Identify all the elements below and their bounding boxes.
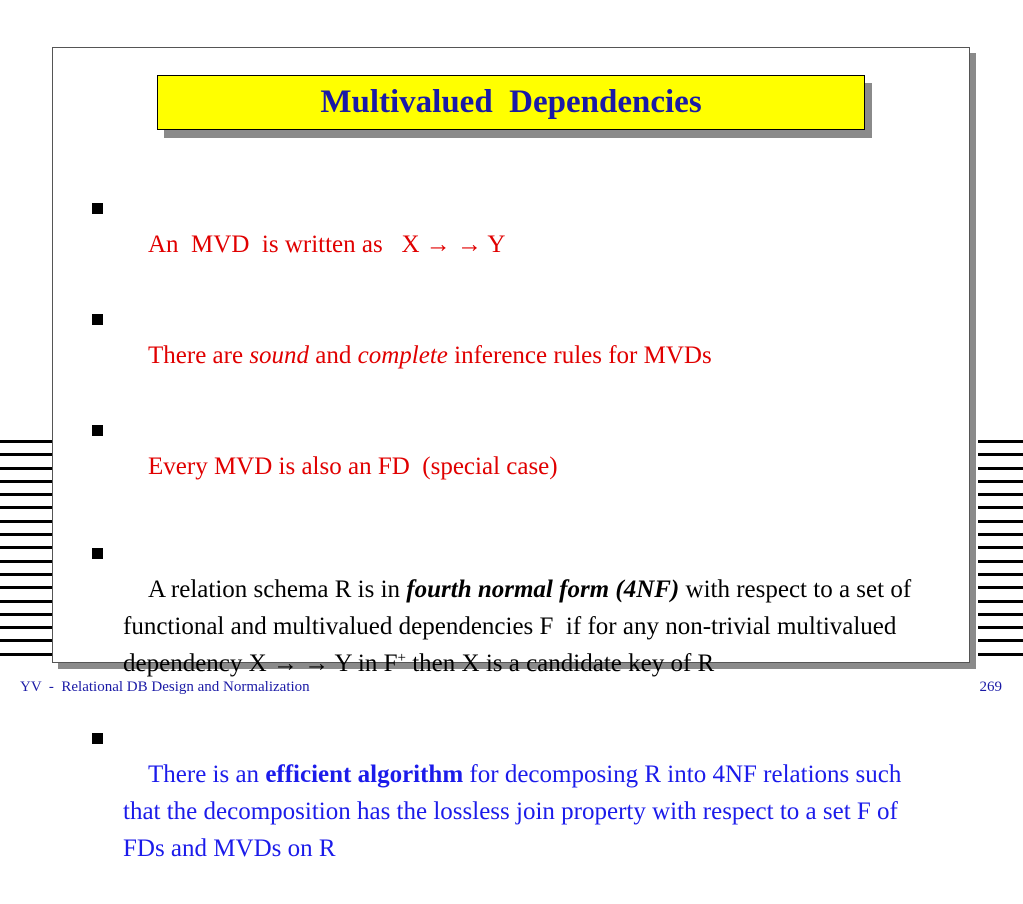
bullet-text-and: and — [309, 342, 358, 369]
square-bullet-icon — [92, 425, 103, 436]
bullet-text-pre: There is an — [148, 761, 266, 788]
bullet-list — [90, 189, 940, 904]
emphasis-complete: complete — [357, 342, 448, 369]
slide-title: Multivalued Dependencies — [320, 84, 702, 120]
decorative-lines-left — [0, 440, 52, 666]
bullet-item-decomposition-algorithm — [90, 719, 940, 904]
bullet-item-mvd-notation — [90, 189, 940, 300]
bullet-text-post: inference rules for MVDs — [447, 342, 712, 369]
bullet-text-pre: There are — [148, 342, 250, 369]
page-number: 269 — [979, 679, 1002, 695]
bullet-item-mvd-fd — [90, 411, 940, 522]
bullet-text-post: for decomposing R into 4NF relations such that the decomposition has the lossless join property with respect to a set F of FDs and MVDs on R — [123, 761, 908, 862]
bullet-item-inference-rules — [90, 300, 940, 411]
square-bullet-icon — [92, 314, 103, 325]
bullet-text-tail: then X is a candidate key of R — [405, 650, 715, 677]
superscript-plus: + — [397, 650, 406, 666]
bullet-text-post: with respect to a set of functional and multivalued dependencies F if for any non-trivial multivalued dependency X → → Y in F — [123, 576, 918, 677]
emphasis-4nf: fourth normal form (4NF) — [406, 576, 680, 603]
bullet-text-pre: A relation schema R is in — [148, 576, 407, 603]
bullet-text: Every MVD is also an FD (special case) — [148, 453, 558, 480]
title-box — [157, 75, 865, 130]
square-bullet-icon — [92, 203, 103, 214]
decorative-lines-right — [978, 440, 1023, 666]
square-bullet-icon — [92, 733, 103, 744]
emphasis-sound: sound — [249, 342, 310, 369]
square-bullet-icon — [92, 548, 103, 559]
emphasis-efficient-algorithm: efficient algorithm — [265, 761, 464, 788]
footer-course-title: YV - Relational DB Design and Normalization — [20, 679, 310, 695]
bullet-text: An MVD is written as X → → Y — [148, 231, 506, 258]
